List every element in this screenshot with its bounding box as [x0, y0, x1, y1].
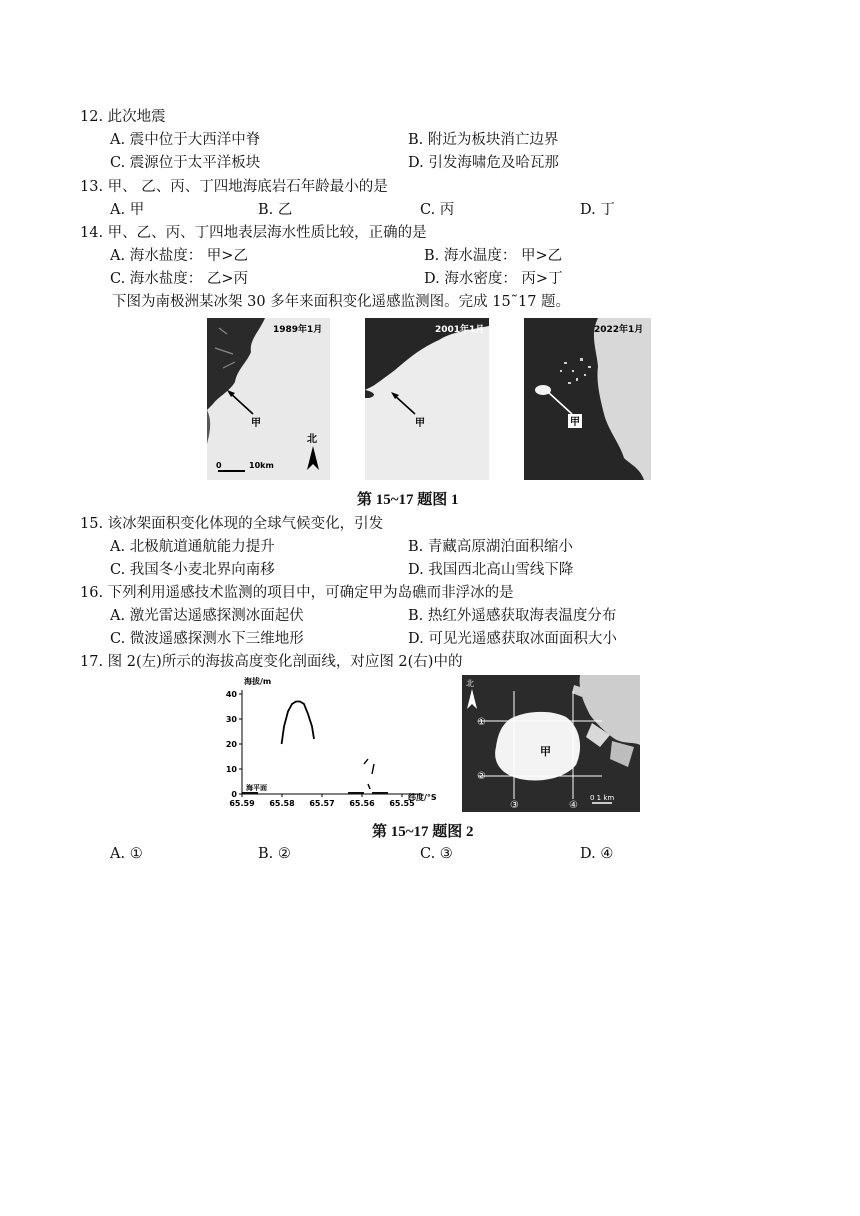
q15-stem: 15. 该冰架面积变化体现的全球气候变化，引发	[80, 516, 384, 532]
figure1-caption: 第 15~17 题图 1	[357, 492, 459, 508]
q16-option-b: B. 热红外遥感获取海表温度分布	[408, 608, 617, 624]
y-tick-label: 40	[225, 690, 237, 699]
map-scale-text: 0 1 km	[590, 794, 615, 802]
q12-option-d: D. 引发海啸危及哈瓦那	[408, 155, 559, 171]
x-tick-label: 65.57	[309, 799, 335, 808]
q17-option-a: A. ①	[110, 846, 143, 862]
y-tick-label: 20	[225, 740, 237, 749]
panel-label-2001: 甲	[415, 418, 425, 429]
scale-unit: 10km	[249, 461, 274, 470]
q13-option-c: C. 丙	[420, 202, 455, 218]
q13-option-a: A. 甲	[110, 202, 145, 218]
q13-option-d: D. 丁	[580, 202, 615, 218]
q13-stem: 13. 甲、 乙、丙、丁四地海底岩石年龄最小的是	[80, 179, 388, 195]
q17-stem: 17. 图 2(左)所示的海拔高度变化剖面线，对应图 2(右)中的	[80, 654, 463, 670]
sea-level-label: 海平面	[246, 784, 267, 792]
q15-option-a: A. 北极航道通航能力提升	[110, 539, 275, 555]
q15-option-b: B. 青藏高原湖泊面积缩小	[408, 539, 573, 555]
q16-option-a: A. 激光雷达遥感探测冰面起伏	[110, 608, 304, 624]
q15-option-d: D. 我国西北高山雪线下降	[408, 562, 574, 578]
q14-option-c: C. 海水盐度： 乙>丙	[110, 271, 249, 287]
q15-option-c: C. 我国冬小麦北界向南移	[110, 562, 275, 578]
marker-1: ①	[477, 717, 486, 728]
panel-label-2022: 甲	[570, 417, 580, 428]
satellite-panel-2022	[524, 318, 651, 480]
figure2-satellite-map	[462, 675, 640, 812]
figure2-caption: 第 15~17 题图 2	[372, 824, 474, 840]
profile-series-line	[364, 759, 368, 764]
q14-option-b: B. 海水温度： 甲>乙	[424, 248, 563, 264]
x-axis-label: 纬度/°S	[408, 793, 437, 802]
panel-date-2022: 2022年1月	[594, 325, 644, 335]
q12-option-a: A. 震中位于大西洋中脊	[110, 132, 261, 148]
q14-option-a: A. 海水盐度： 甲>乙	[110, 248, 248, 264]
q12-stem: 12. 此次地震	[80, 109, 166, 125]
x-tick-label: 65.58	[269, 799, 295, 808]
q12-option-b: B. 附近为板块消亡边界	[408, 132, 559, 148]
north-label: 北	[307, 434, 317, 445]
marker-3: ③	[510, 800, 519, 811]
q14-stem: 14. 甲、乙、丙、丁四地表层海水性质比较，正确的是	[80, 225, 427, 241]
q16-stem: 16. 下列利用遥感技术监测的项目中，可确定甲为岛礁而非浮冰的是	[80, 585, 514, 601]
scale-zero: 0	[216, 461, 222, 470]
x-tick-label: 65.59	[229, 799, 255, 808]
q17-option-b: B. ②	[258, 846, 291, 862]
profile-series-line	[368, 784, 370, 789]
q17-option-c: C. ③	[420, 846, 453, 862]
intro-text: 下图为南极洲某冰架 30 多年来面积变化遥感监测图。完成 15˜17 题。	[112, 294, 571, 310]
q14-option-d: D. 海水密度： 丙>丁	[424, 271, 563, 287]
y-tick-label: 10	[225, 765, 237, 774]
q16-option-c: C. 微波遥感探测水下三维地形	[110, 631, 304, 647]
x-tick-label: 65.55	[389, 799, 415, 808]
marker-2: ②	[477, 771, 486, 782]
elevation-profile-chart	[222, 676, 442, 818]
q13-option-b: B. 乙	[258, 202, 293, 218]
profile-series-line	[282, 702, 314, 745]
panel-date-2001: 2001年1月	[435, 325, 485, 335]
marker-4: ④	[569, 800, 578, 811]
y-axis-label: 海拔/m	[244, 677, 272, 686]
panel-date-1989: 1989年1月	[273, 325, 323, 335]
x-tick-label: 65.56	[349, 799, 375, 808]
panel-label-1989: 甲	[251, 418, 261, 429]
map-scale-bar	[590, 794, 614, 803]
q17-option-d: D. ④	[580, 846, 614, 862]
map-north-label: 北	[466, 679, 474, 688]
y-tick-label: 0	[231, 790, 237, 799]
satellite-panel-1989	[207, 318, 330, 480]
map-label-jia: 甲	[540, 745, 551, 758]
q16-option-d: D. 可见光遥感获取冰面面积大小	[408, 631, 617, 647]
satellite-panel-2001	[365, 318, 489, 480]
profile-series-line	[372, 764, 374, 774]
q12-option-c: C. 震源位于太平洋板块	[110, 155, 261, 171]
y-tick-label: 30	[225, 715, 237, 724]
